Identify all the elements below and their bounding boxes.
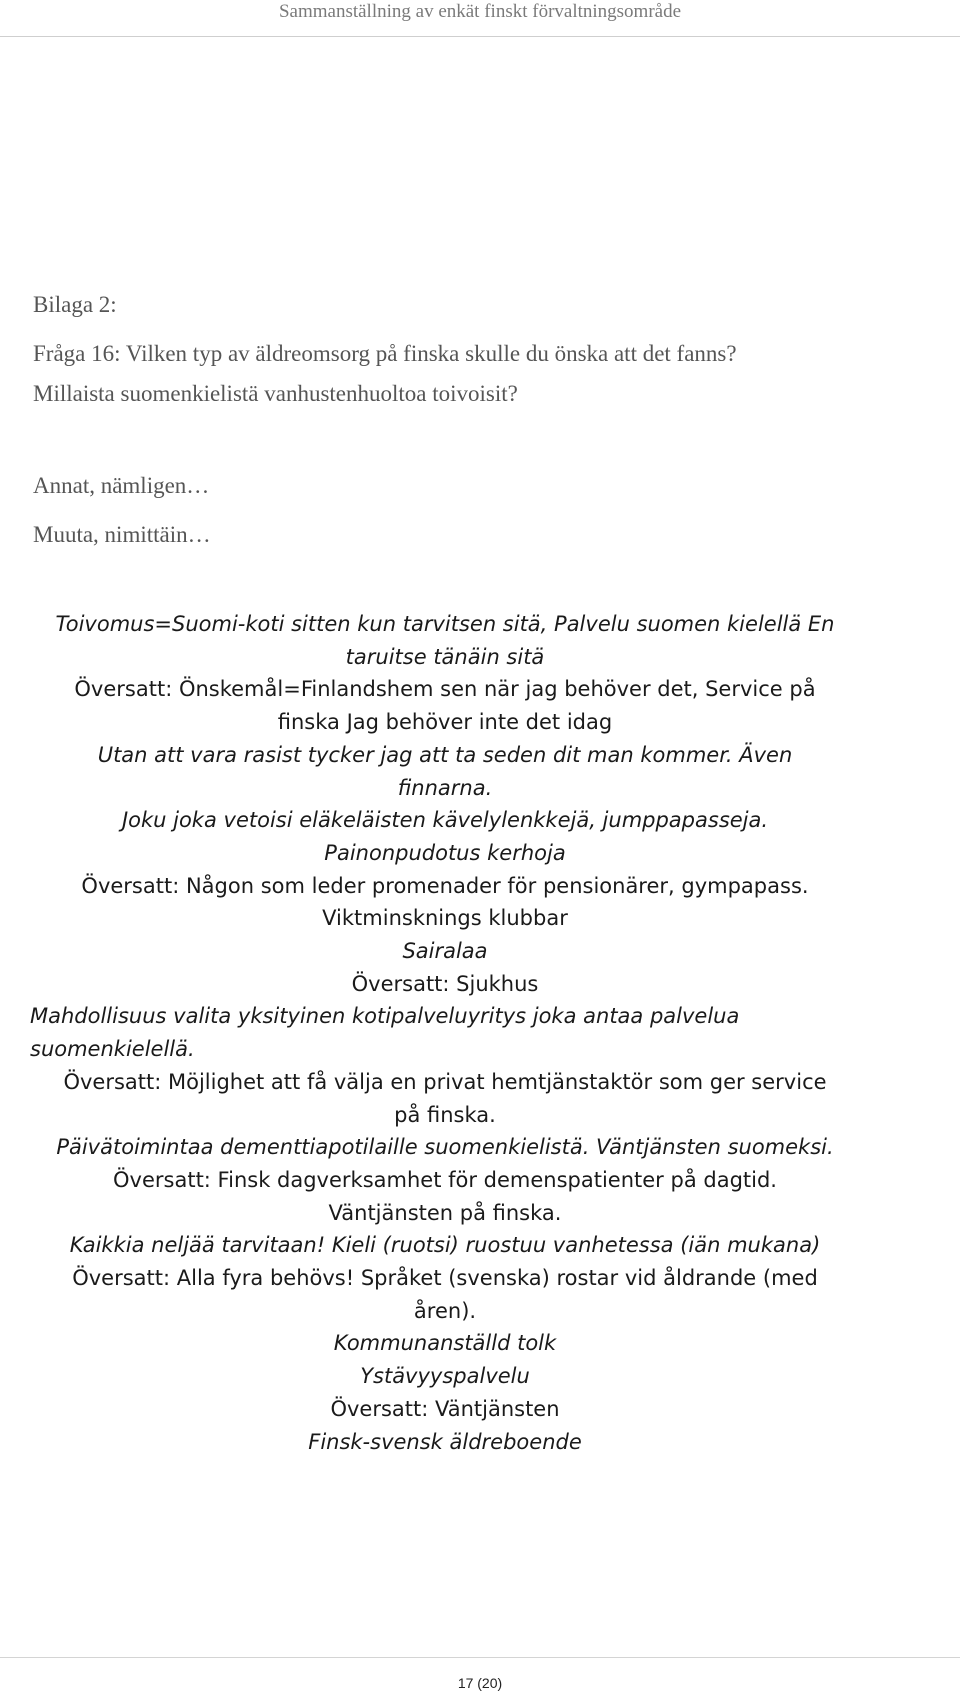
translation-line: finska Jag behöver inte det idag — [277, 710, 613, 735]
translation-line: Översatt: Sjukhus — [351, 971, 539, 996]
answer-line: Kaikkia neljää tarvitaan! Kieli (ruotsi) ruostuu vanhetessa (iän mukana) — [69, 1233, 821, 1258]
answer-line: Toivomus=Suomi-koti sitten kun tarvitsen sitä, Palvelu suomen kielellä En — [55, 612, 835, 636]
translation-line: åren). — [413, 1298, 477, 1323]
answer-line: Sairalaa — [402, 939, 488, 964]
translation-line: Översatt: Finsk dagverksamhet för demenspatienter på dagtid. — [113, 1167, 777, 1192]
translation-line: Viktminsknings klubbar — [322, 906, 568, 931]
translation-line: på finska. — [394, 1102, 496, 1127]
other-option-finnish: Muuta, nimittäin… — [33, 522, 211, 547]
translation-line: Översatt: Väntjänsten — [330, 1396, 560, 1421]
translation-line: Översatt: Möjlighet att få välja en privat hemtjänstaktör som ger service — [63, 1069, 827, 1094]
question-swedish: Fråga 16: Vilken typ av äldreomsorg på finska skulle du önska att det fanns? — [33, 341, 737, 366]
free-text-answers — [30, 608, 860, 1458]
answer-line: Joku joka vetoisi eläkeläisten kävelylenkkejä, jumppapasseja. — [121, 808, 769, 833]
answer-line: Painonpudotus kerhoja — [324, 840, 566, 865]
header-title: Sammanställning av enkät finskt förvaltningsområde — [278, 1, 682, 22]
answer-line: Kommunanställd tolk — [333, 1331, 557, 1356]
answer-line: taruitse tänäin sitä — [345, 644, 545, 669]
footer-divider — [0, 1657, 960, 1658]
answer-line: Päivätoimintaa dementtiapotilaille suomenkielistä. Väntjänsten suomeksi. — [56, 1135, 834, 1160]
answer-line: Ystävyyspalvelu — [360, 1364, 530, 1389]
translation-line: Översatt: Alla fyra behövs! Språket (svenska) rostar vid åldrande (med — [72, 1266, 818, 1291]
answer-line: finnarna. — [397, 775, 493, 800]
appendix-label: Bilaga 2: — [33, 292, 117, 317]
answer-line: Mahdollisuus valita yksityinen kotipalveluyritys joka antaa palvelua — [30, 1004, 740, 1029]
answer-line: Finsk-svensk äldreboende — [308, 1429, 582, 1454]
translation-line: Översatt: Någon som leder promenader för pensionärer, gympapass. — [81, 873, 809, 898]
page-number: 17 (20) — [457, 1675, 503, 1691]
answer-line: Utan att vara rasist tycker jag att ta seden dit man kommer. Även — [97, 742, 793, 767]
page-header — [0, 0, 960, 37]
translation-line: Väntjänsten på finska. — [328, 1200, 562, 1225]
translation-line: Översatt: Önskemål=Finlandshem sen när jag behöver det, Service på — [74, 677, 816, 702]
question-finnish: Millaista suomenkielistä vanhustenhuoltoa toivoisit? — [33, 381, 518, 406]
other-option-swedish: Annat, nämligen… — [33, 473, 210, 498]
answer-line: suomenkielellä. — [30, 1037, 195, 1062]
